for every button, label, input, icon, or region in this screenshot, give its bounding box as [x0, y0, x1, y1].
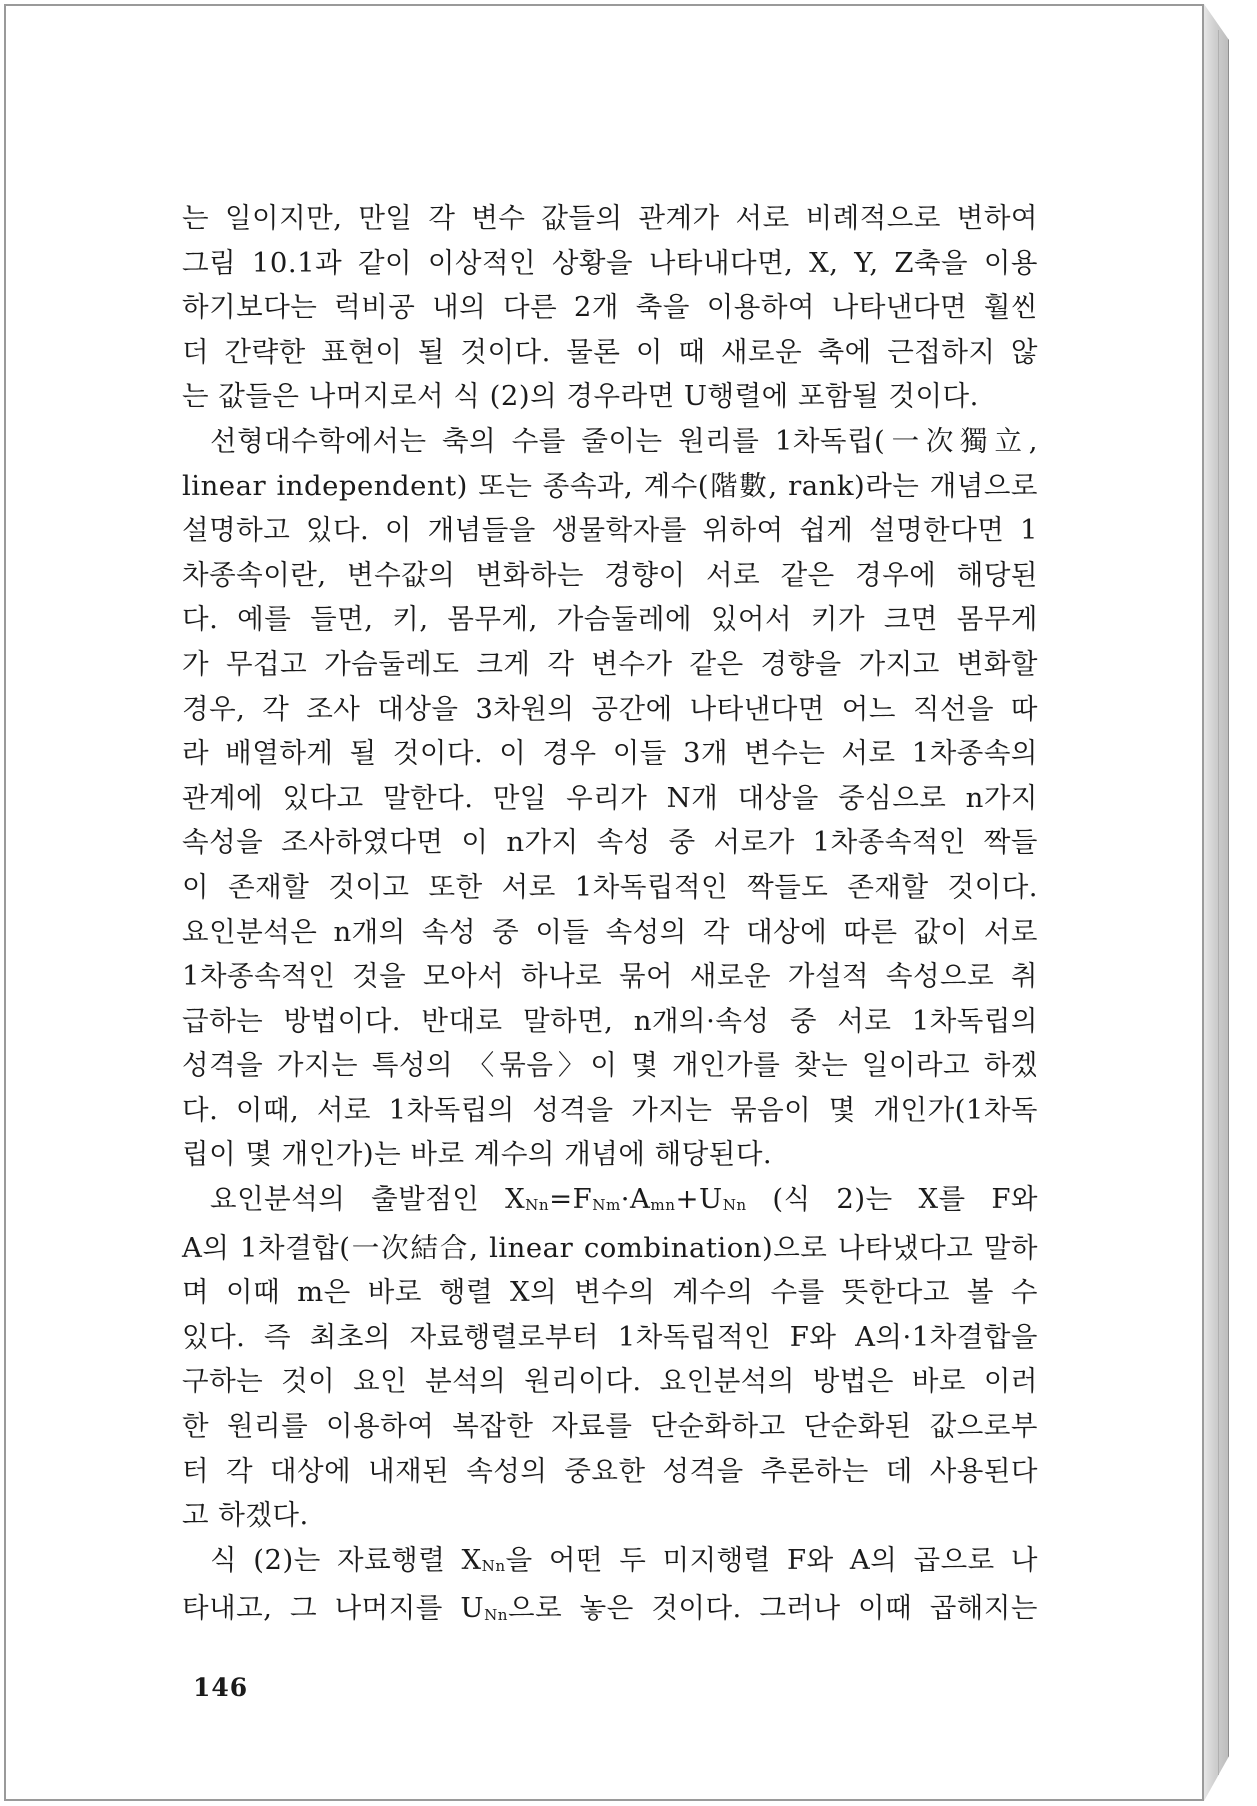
- text-line: 립이 몇 개인가)는 바로 계수의 개념에 해당된다.: [182, 1138, 773, 1171]
- text-line: 그림 10.1과 같이 이상적인 상황을 나타내다면, X, Y, Z축을 이용: [182, 246, 1038, 279]
- text-line: 차종속이란, 변수값의 변화하는 경향이 서로 같은 경우에 해당된: [182, 558, 1038, 591]
- text-line: 선형대수학에서는 축의 수를 줄이는 원리를 1차독립(一次獨立,: [210, 424, 1038, 457]
- formula-line: 요인분석의 출발점인 $X_{Nn}=F_{Nm}\cdot A_{mn}+U_{Nn}$ (식 2)는 X를 F와: [210, 1183, 1038, 1216]
- text-line: 성격을 가지는 특성의 〈묶음〉이 몇 개인가를 찾는 일이라고 하겠: [182, 1049, 1038, 1082]
- text-line: 라 배열하게 될 것이다. 이 경우 이들 3개 변수는 서로 1차종속의: [182, 737, 1038, 770]
- text-line: 급하는 방법이다. 반대로 말하면, n개의·속성 중 서로 1차독립의: [182, 1004, 1038, 1037]
- text-line: 설명하고 있다. 이 개념들을 생물학자를 위하여 쉽게 설명한다면 1: [182, 514, 1038, 547]
- body-text: [182, 196, 1038, 1635]
- text-line: 터 각 대상에 내재된 속성의 중요한 성격을 추론하는 데 사용된다: [182, 1454, 1038, 1487]
- text-line: 구하는 것이 요인 분석의 원리이다. 요인분석의 방법은 바로 이러: [182, 1365, 1038, 1398]
- text-line: 이 존재할 것이고 또한 서로 1차독립적인 짝들도 존재할 것이다.: [182, 870, 1038, 903]
- text-line: 다. 이때, 서로 1차독립의 성격을 가지는 묶음이 몇 개인가(1차독: [182, 1093, 1038, 1126]
- text-line: 다. 예를 들면, 키, 몸무게, 가슴둘레에 있어서 키가 크면 몸무게: [182, 603, 1038, 636]
- text-line: A의 1차결합(一次結合, linear combination)으로 나타냈다고 말하: [182, 1231, 1038, 1264]
- text-line: 는 값들은 나머지로서 식 (2)의 경우라면 U행렬에 포함될 것이다.: [182, 380, 979, 413]
- text-line: 식 (2)는 자료행렬 $X_{Nn}$을 어떤 두 미지행렬 F와 A의 곱으로 나: [210, 1543, 1038, 1576]
- text-line: 하기보다는 럭비공 내의 다른 2개 축을 이용하여 나타낸다면 훨씬: [182, 291, 1038, 324]
- text-line: 더 간략한 표현이 될 것이다. 물론 이 때 새로운 축에 근접하지 않: [182, 335, 1038, 368]
- text-line: linear independent) 또는 종속과, 계수(階數, rank)라는 개념으로: [182, 469, 1038, 502]
- text-line: 경우, 각 조사 대상을 3차원의 공간에 나타낸다면 어느 직선을 따: [182, 692, 1038, 725]
- text-line: 속성을 조사하였다면 이 n가지 속성 중 서로가 1차종속적인 짝들: [182, 826, 1038, 859]
- text-line: 한 원리를 이용하여 복잡한 자료를 단순화하고 단순화된 값으로부: [182, 1410, 1038, 1443]
- text-line: 고 하겠다.: [182, 1499, 309, 1532]
- text-line: 1차종속적인 것을 모아서 하나로 묶어 새로운 가설적 속성으로 취: [182, 960, 1038, 993]
- page-edge-line: [1218, 30, 1219, 1775]
- text-line: 며 이때 m은 바로 행렬 X의 변수의 계수의 수를 뜻한다고 볼 수: [182, 1276, 1038, 1309]
- text-line: 요인분석은 n개의 속성 중 이들 속성의 각 대상에 따른 값이 서로: [182, 915, 1038, 948]
- page-edge-shadow: [1204, 4, 1229, 1801]
- page-number: 146: [193, 1673, 249, 1702]
- text-line: 가 무겁고 가슴둘레도 크게 각 변수가 같은 경향을 가지고 변화할: [182, 647, 1038, 680]
- text-line: 타내고, 그 나머지를 $U_{Nn}$으로 놓은 것이다. 그러나 이때 곱해지는: [182, 1592, 1038, 1625]
- text-line: 있다. 즉 최초의 자료행렬로부터 1차독립적인 F와 A의·1차결합을: [182, 1320, 1038, 1353]
- text-line: 관계에 있다고 말한다. 만일 우리가 N개 대상을 중심으로 n가지: [182, 781, 1038, 814]
- text-line: 는 일이지만, 만일 각 변수 값들의 관계가 서로 비례적으로 변하여: [182, 202, 1038, 234]
